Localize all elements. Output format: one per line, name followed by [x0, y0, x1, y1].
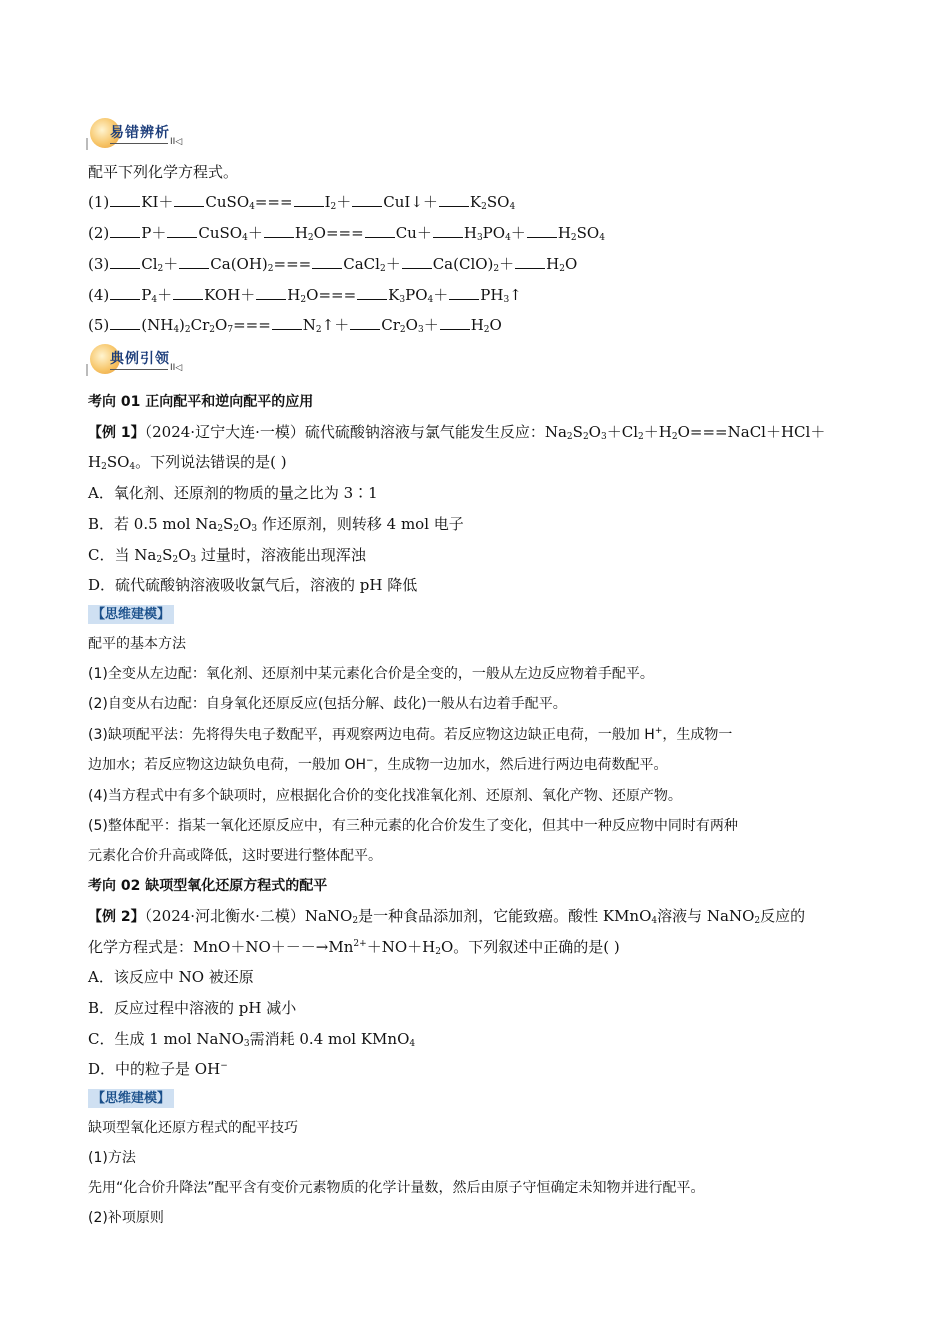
formula: NaCl＋HCl＋ [727, 423, 826, 441]
option-text: B．若 0.5 mol [88, 515, 196, 533]
answer-blank[interactable] [357, 285, 387, 300]
superscript: − [366, 756, 374, 766]
example-2-option-b[interactable]: B．反应过程中溶液的 pH 减小 [88, 999, 297, 1017]
plus-sign: ＋ [643, 423, 659, 441]
example-2-line-2 [88, 937, 620, 957]
formula: KI [141, 193, 159, 211]
subscript: 4 [249, 202, 255, 212]
answer-blank[interactable] [515, 254, 545, 269]
formula: NO [381, 938, 408, 956]
model-1-point-4: (4)当方程式中有多个缺项时，应根据化合价的变化找准氧化剂、还原剂、氧化产物、还原产物。 [88, 788, 682, 804]
subscript: 4 [151, 295, 158, 305]
subscript: 3 [399, 295, 406, 305]
option-text: D．中的粒子是 OH [88, 1060, 221, 1078]
subscript: 2 [483, 325, 490, 335]
example-1-option-d[interactable]: D．硫代硫酸钠溶液吸收氯气后，溶液的 pH 降低 [88, 576, 418, 594]
example-text: 溶液与 [657, 907, 707, 925]
formula: Cr [381, 316, 400, 334]
formula: NaNO [706, 907, 755, 925]
answer-blank[interactable] [440, 315, 470, 330]
answer-blank[interactable] [256, 285, 286, 300]
question-text: 。下列叙述中正确的是( ) [453, 938, 620, 956]
formula: MnO [193, 938, 231, 956]
formula: H [294, 224, 308, 242]
formula: I [324, 193, 331, 211]
formula: O [677, 423, 690, 441]
superscript: + [654, 726, 663, 736]
plus-sign: ＋ [499, 255, 515, 273]
model-text: ，生成物一边加水，然后进行两边电荷数配平。 [373, 757, 668, 773]
model-text: ，生成物一 [662, 727, 733, 743]
model-1-point-1: (1)全变从左边配：氧化剂、还原剂中某元素化合价是全变的，一般从左边反应物着手配平。 [88, 666, 654, 682]
equals-sign: === [233, 316, 271, 334]
thinking-model-badge-2: 【思维建模】 [88, 1089, 174, 1108]
formula: Cl [621, 423, 639, 441]
example-source: （2024·辽宁大连·一模）硫代硫酸钠溶液与氯气能发生反应： [144, 423, 545, 441]
plus-sign: ＋ [163, 255, 179, 273]
example-2-option-d[interactable] [88, 1059, 228, 1079]
plus-sign: ＋ [422, 193, 438, 211]
formula: KMnO [360, 1030, 410, 1048]
model-1-point-2: (2)自变从右边配：自身氧化还原反应(包括分解、歧化)一般从右边着手配平。 [88, 696, 567, 712]
answer-blank[interactable] [110, 254, 140, 269]
formula: Cr [190, 316, 210, 334]
model-2-heading: 缺项型氧化还原方程式的配平技巧 [88, 1120, 298, 1136]
formula: O [306, 286, 319, 304]
formula: NaNO [304, 907, 353, 925]
subscript: 2 [315, 325, 322, 335]
formula: PO [482, 224, 506, 242]
formula: SO [106, 453, 130, 471]
model-1-point-3a [88, 725, 732, 745]
banner-mark: II◁ [170, 137, 183, 147]
subscript: 4 [409, 1039, 416, 1049]
answer-blank[interactable] [110, 223, 140, 238]
subscript: 4 [427, 295, 434, 305]
banner-mark: II◁ [170, 363, 183, 373]
model-2-method: (1)方法 [88, 1150, 136, 1166]
formula: O [440, 938, 454, 956]
subscript: 4 [173, 325, 180, 335]
plus-sign: ＋ [240, 286, 256, 304]
formula: O [178, 546, 191, 564]
formula: N [302, 316, 316, 334]
example-1-option-a[interactable]: A．氧化剂、还原剂的物质的量之比为 3∶1 [88, 484, 378, 502]
subscript: 2 [493, 264, 500, 274]
exercise-item-5 [88, 315, 502, 335]
formula: O [215, 316, 228, 334]
plus-sign: ＋ [336, 193, 352, 211]
example-2-line-1 [88, 906, 805, 927]
subscript: 4 [599, 233, 605, 243]
plus-sign: ＋ [247, 224, 263, 242]
formula: H [470, 316, 484, 334]
item-number: (3) [88, 255, 110, 273]
example-label: 【例 1】 [88, 425, 145, 441]
subscript: 3 [417, 325, 424, 335]
example-2-option-a[interactable]: A．该反应中 NO 被还原 [88, 968, 254, 986]
answer-blank[interactable] [352, 192, 382, 207]
option-text: C．生成 1 mol [88, 1030, 197, 1048]
formula: PH [480, 286, 504, 304]
formula: CuI↓ [383, 193, 423, 211]
subscript: 2 [209, 325, 216, 335]
plus-sign: ＋ [334, 316, 350, 334]
formula: SO [576, 224, 600, 242]
formula: O [588, 423, 601, 441]
subscript: 7 [227, 325, 234, 335]
banner-rule [110, 143, 168, 144]
answer-blank[interactable] [294, 192, 324, 207]
subscript: 2 [101, 462, 107, 472]
section-title-examples: 典例引领 [110, 351, 170, 367]
plus-sign: ＋ [366, 938, 382, 956]
formula: Mn [328, 938, 354, 956]
item-number: (2) [88, 224, 110, 242]
subscript: 2 [267, 264, 274, 274]
subscript: 2 [217, 524, 224, 534]
formula: P [141, 224, 152, 242]
formula: Na [134, 546, 157, 564]
subscript: 2 [435, 947, 441, 957]
subscript: 2 [582, 432, 589, 442]
exercise-intro: 配平下列化学方程式。 [88, 163, 239, 181]
plus-sign: ＋ [423, 316, 439, 334]
model-2-method-text: 先用“化合价升降法”配平含有变价元素物质的化学计量数，然后由原子守恒确定未知物并进行配平。 [88, 1180, 705, 1196]
formula: CuSO [205, 193, 250, 211]
answer-blank[interactable] [167, 223, 197, 238]
subscript: 2 [671, 432, 678, 442]
answer-blank[interactable] [174, 192, 204, 207]
item-number: (5) [88, 316, 110, 334]
example-text: 化学方程式是： [88, 938, 194, 956]
formula: NaNO [196, 1030, 244, 1048]
answer-blank[interactable] [272, 315, 302, 330]
formula: O [239, 515, 252, 533]
formula: Ca(ClO) [432, 255, 494, 273]
model-2-principle: (2)补项原则 [88, 1210, 164, 1226]
equals-sign: === [689, 423, 728, 441]
exercise-item-4 [88, 285, 522, 305]
option-text: 作还原剂，则转移 4 mol 电子 [257, 515, 464, 533]
option-text: 过量时，溶液能出现浑浊 [196, 546, 366, 564]
equals-sign: === [318, 286, 357, 304]
formula: S [572, 423, 583, 441]
example-label: 【例 2】 [88, 909, 145, 925]
subscript: 2 [233, 524, 240, 534]
plus-sign: ＋ [230, 938, 246, 956]
formula: (NH [141, 316, 174, 334]
model-1-point-5a: (5)整体配平：指某一氧化还原反应中，有三种元素的化合价发生了变化，但其中一种反应物中同时有两种 [88, 818, 738, 834]
equals-sign: === [325, 224, 364, 242]
exercise-item-2 [88, 223, 605, 243]
formula: H [287, 286, 301, 304]
formula: H [658, 423, 672, 441]
formula: O [405, 316, 418, 334]
answer-blank[interactable] [350, 315, 380, 330]
answer-blank[interactable] [110, 315, 140, 330]
subscript: 3 [503, 295, 510, 305]
item-number: (4) [88, 286, 110, 304]
plus-sign: ＋ [407, 938, 423, 956]
subscript: 4 [505, 233, 511, 243]
subscript: 4 [242, 233, 248, 243]
formula: Na [195, 515, 218, 533]
formula: H [463, 224, 477, 242]
answer-blank[interactable] [173, 285, 203, 300]
plus-sign: ＋ [158, 193, 174, 211]
formula: PO [405, 286, 428, 304]
answer-blank[interactable] [449, 285, 479, 300]
exercise-item-3 [88, 254, 577, 274]
formula: H [546, 255, 560, 273]
item-number: (1) [88, 193, 110, 211]
model-1-point-3b [88, 755, 668, 775]
subscript: 2 [330, 202, 337, 212]
example-1-line-1 [88, 422, 825, 443]
example-text: 是一种食品添加剂，它能致癌。酸性 [358, 907, 603, 925]
formula: H [88, 453, 102, 471]
answer-blank[interactable] [179, 254, 209, 269]
option-text: C．当 [88, 546, 135, 564]
formula: CaCl [343, 255, 380, 273]
answer-blank[interactable] [433, 223, 463, 238]
formula: Na [544, 423, 567, 441]
subscript: 2 [156, 555, 163, 565]
formula: NO [245, 938, 271, 956]
subscript: 2 [172, 555, 179, 565]
model-1-point-5b: 元素化合价升高或降低，这时要进行整体配平。 [88, 848, 382, 864]
banner-bar-decor [86, 138, 88, 150]
plus-sign: ＋ [416, 224, 432, 242]
formula: SO [486, 193, 510, 211]
question-text: 。下列说法错误的是( ) [135, 453, 287, 471]
example-text: 反应的 [760, 907, 806, 925]
answer-blank[interactable] [110, 285, 140, 300]
banner-bar-decor [86, 364, 88, 376]
plus-sign: ＋ [510, 224, 526, 242]
formula: H [422, 938, 436, 956]
answer-blank[interactable] [439, 192, 469, 207]
plus-sign: ＋ [606, 423, 622, 441]
superscript: 2+ [353, 939, 367, 949]
formula: ) [179, 316, 185, 334]
answer-blank[interactable] [402, 254, 432, 269]
subscript: 2 [399, 325, 406, 335]
reaction-arrow: ＋－－→ [270, 938, 329, 956]
model-text: 边加水；若反应物这边缺负电荷，一般加 OH [88, 757, 366, 773]
section-title-errors: 易错辨析 [110, 125, 170, 141]
subscript: 3 [600, 432, 607, 442]
subscript: 2 [379, 264, 386, 274]
superscript: − [220, 1061, 228, 1071]
option-text: 需消耗 0.4 mol [249, 1030, 361, 1048]
formula: O [313, 224, 326, 242]
subscript: 2 [481, 202, 487, 212]
thinking-model-badge-1: 【思维建模】 [88, 605, 174, 624]
subscript: 2 [300, 295, 307, 305]
equals-sign: === [254, 193, 293, 211]
formula: Ca(OH) [210, 255, 268, 273]
subscript: 2 [307, 233, 314, 243]
example-1-line-2 [88, 452, 287, 472]
answer-blank[interactable] [312, 254, 342, 269]
plus-sign: ＋ [151, 224, 167, 242]
formula: K [469, 193, 482, 211]
answer-blank[interactable] [110, 192, 140, 207]
example-1-option-c[interactable] [88, 545, 366, 565]
answer-blank[interactable] [527, 223, 557, 238]
subscript: 3 [190, 555, 197, 565]
banner-rule [110, 369, 168, 370]
formula: Cl [141, 255, 158, 273]
subscript: 3 [243, 1039, 250, 1049]
answer-blank[interactable] [264, 223, 294, 238]
plus-sign: ＋ [157, 286, 173, 304]
subscript: 2 [184, 325, 191, 335]
subscript: 2 [559, 264, 565, 274]
plus-sign: ＋ [433, 286, 449, 304]
example-source: （2024·河北衡水·二模） [144, 907, 305, 925]
subscript: 2 [638, 432, 644, 442]
model-text: (3)缺项配平法：先将得失电子数配平，再观察两边电荷。若反应物这边缺正电荷，一般加 H [88, 727, 655, 743]
exercise-item-1 [88, 192, 515, 212]
direction-2-title: 考向 02 缺项型氧化还原方程式的配平 [88, 878, 328, 894]
direction-1-title: 考向 01 正向配平和逆向配平的应用 [88, 394, 314, 410]
section-banner-errors [86, 116, 196, 150]
formula: H [557, 224, 571, 242]
formula: CuSO [198, 224, 243, 242]
example-1-option-b[interactable] [88, 514, 464, 534]
subscript: 2 [566, 432, 573, 442]
formula: S [223, 515, 234, 533]
example-2-option-c[interactable] [88, 1029, 415, 1049]
subscript: 4 [651, 916, 658, 926]
subscript: 2 [754, 916, 761, 926]
subscript: 4 [129, 462, 136, 472]
subscript: 3 [476, 233, 483, 243]
answer-blank[interactable] [365, 223, 395, 238]
plus-sign: ＋ [385, 255, 401, 273]
formula: O [564, 255, 578, 273]
formula: K [388, 286, 400, 304]
subscript: 4 [509, 202, 516, 212]
gas-arrow: ↑ [509, 286, 522, 304]
subscript: 2 [352, 916, 359, 926]
formula: KOH [204, 286, 241, 304]
formula: O [489, 316, 502, 334]
equals-sign: === [273, 255, 312, 273]
subscript: 3 [251, 524, 258, 534]
gas-arrow: ↑ [321, 316, 335, 334]
formula: P [141, 286, 152, 304]
subscript: 2 [570, 233, 577, 243]
formula: KMnO [602, 907, 652, 925]
formula: S [162, 546, 173, 564]
model-1-heading: 配平的基本方法 [88, 636, 186, 652]
section-banner-examples [86, 342, 196, 376]
subscript: 2 [157, 264, 164, 274]
formula: Cu [395, 224, 417, 242]
